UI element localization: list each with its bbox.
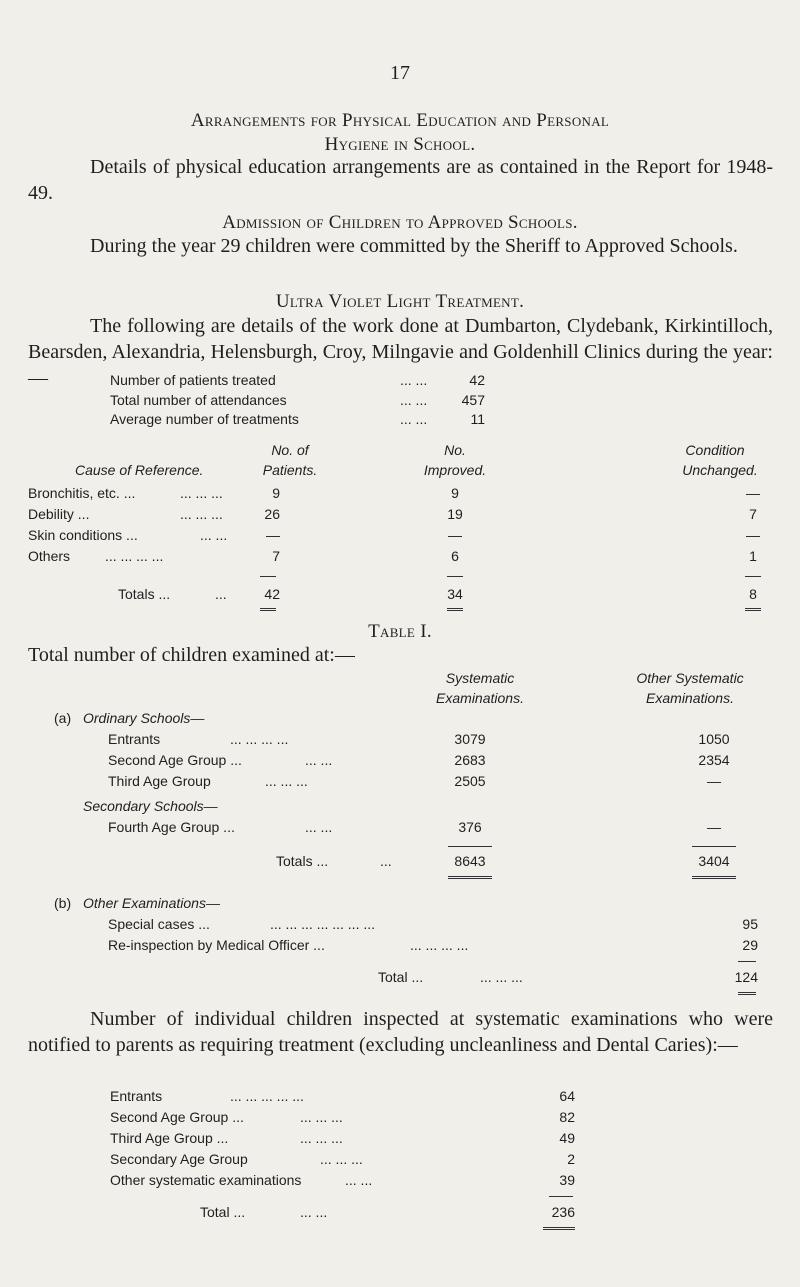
heading-physical-education-cont: Hygiene in School.: [324, 134, 476, 155]
total-double-rule: [692, 876, 736, 877]
row-cause: Bronchitis, etc. ...: [28, 485, 136, 501]
paragraph-ultra-violet: The following are details of the work done at Dumbarton, Clydebank, Kirkintilloch, Bearsden, Alexandria, Helensburgh, Croy, Milngavie and Goldenhill Clinics during the year:—: [28, 315, 773, 389]
section-b-marker: (b): [54, 895, 72, 911]
row-patients: —: [266, 527, 280, 543]
paragraph-physical-education: Details of physical education arrangements are as contained in the Report for 1948-49.: [28, 156, 773, 204]
leader-dots: ... ...: [300, 1204, 328, 1220]
table1-title: Table I.: [368, 621, 432, 642]
row-systematic: 2683: [454, 752, 486, 768]
leader-dots: ... ... ... ...: [105, 548, 164, 564]
row-label: Third Age Group: [108, 773, 211, 789]
row-unchanged: —: [746, 527, 760, 543]
leader-dots: ... ... ... ... ...: [230, 1088, 304, 1104]
row-cause: Skin conditions ...: [28, 527, 138, 543]
sum-rule: [738, 961, 756, 962]
row-systematic: 376: [458, 819, 482, 835]
leader-dots: ... ...: [200, 527, 228, 543]
leader-dots: ... ...: [305, 819, 333, 835]
notified-value: 49: [559, 1130, 575, 1146]
notified-total-value: 236: [551, 1204, 575, 1220]
notified-value: 64: [559, 1088, 575, 1104]
totals-label: Totals ...: [118, 586, 171, 602]
notified-total-label: Total ...: [200, 1204, 246, 1220]
leader-dots: ... ... ...: [180, 485, 223, 501]
leader-dots: ... ...: [305, 752, 333, 768]
header-cause: Cause of Reference.: [75, 462, 204, 478]
section-b-label: Other Examinations—: [83, 895, 220, 911]
row-systematic: 2505: [454, 773, 486, 789]
row-unchanged: 7: [749, 506, 757, 522]
row-label: Special cases ...: [108, 916, 210, 932]
row-patients: 9: [272, 485, 280, 501]
section-a-marker: (a): [54, 710, 72, 726]
totals-unchanged: 8: [749, 586, 757, 602]
row-other: 1050: [698, 731, 730, 747]
row-improved: 19: [447, 506, 463, 522]
row-improved: 9: [451, 485, 459, 501]
total-double-rule: [738, 992, 756, 993]
notified-label: Other systematic examinations: [110, 1172, 302, 1188]
sum-rule: [447, 576, 463, 577]
leader-dots: ... ... ...: [300, 1109, 343, 1125]
summary-label: Total number of attendances: [110, 392, 287, 408]
header-improved-line1: No.: [444, 442, 466, 458]
row-other: 2354: [698, 752, 730, 768]
leader-dots: ... ... ... ...: [230, 731, 289, 747]
leader-dots: ... ...: [345, 1172, 373, 1188]
total-b-label: Total ...: [378, 969, 424, 985]
col-systematic-line1: Systematic: [445, 670, 515, 686]
row-cause: Debility ...: [28, 506, 90, 522]
total-double-rule: [543, 1227, 575, 1228]
row-unchanged: —: [746, 485, 760, 501]
notified-label: Entrants: [110, 1088, 163, 1104]
total-double-rule: [447, 608, 463, 609]
col-other-line2: Examinations.: [646, 690, 734, 706]
heading-physical-education: Arrangements for Physical Education and Personal: [190, 110, 610, 131]
leader-dots: ... ... ...: [180, 506, 223, 522]
header-improved-line2: Improved.: [423, 462, 487, 478]
heading-ultra-violet: Ultra Violet Light Treatment.: [275, 291, 525, 312]
totals-other: 3404: [698, 853, 730, 869]
leader-dots: ...: [215, 586, 227, 602]
row-value: 29: [742, 937, 758, 953]
row-label: Fourth Age Group ...: [108, 819, 235, 835]
header-unchanged-line1: Condition: [685, 442, 745, 458]
leader-dots: ... ... ...: [300, 1130, 343, 1146]
row-label: Re-inspection by Medical Officer ...: [108, 937, 325, 953]
secondary-schools-label: Secondary Schools—: [83, 798, 218, 814]
sum-rule: [448, 846, 492, 847]
leader-dots: ... ...: [400, 372, 428, 388]
leader-dots: ... ... ... ... ... ... ...: [270, 916, 376, 932]
leader-dots: ... ... ... ...: [410, 937, 469, 953]
row-patients: 26: [264, 506, 280, 522]
table1-intro: Total number of children examined at:—: [28, 644, 355, 666]
paragraph-notified: Number of individual children inspected at systematic examinations who were notified to parents as requiring treatment (excluding uncleanliness and Dental Caries):—: [28, 1008, 773, 1056]
notified-label: Secondary Age Group: [110, 1151, 248, 1167]
summary-value: 457: [461, 392, 485, 408]
row-value: 95: [742, 916, 758, 932]
sum-rule: [745, 576, 761, 577]
totals-improved: 34: [447, 586, 463, 602]
summary-label: Average number of treatments: [110, 411, 299, 427]
row-label: Second Age Group ...: [108, 752, 242, 768]
header-patients-line2: Patients.: [262, 462, 318, 478]
sum-rule: [692, 846, 736, 847]
leader-dots: ... ...: [400, 411, 428, 427]
summary-value: 11: [470, 411, 485, 427]
section-a-label: Ordinary Schools—: [83, 710, 205, 726]
notified-label: Second Age Group ...: [110, 1109, 244, 1125]
row-label: Entrants: [108, 731, 161, 747]
total-double-rule: [448, 876, 492, 877]
totals-systematic: 8643: [454, 853, 486, 869]
leader-dots: ... ... ...: [480, 969, 523, 985]
leader-dots: ... ... ...: [265, 773, 308, 789]
totals-label: Totals ...: [276, 853, 329, 869]
sum-rule: [549, 1196, 573, 1197]
leader-dots: ... ...: [400, 392, 428, 408]
row-other: —: [707, 773, 721, 789]
leader-dots: ... ... ...: [320, 1151, 363, 1167]
row-patients: 7: [272, 548, 280, 564]
summary-value: 42: [469, 372, 485, 388]
total-double-rule: [260, 608, 276, 609]
page-number: 17: [390, 62, 410, 84]
notified-value: 2: [567, 1151, 575, 1167]
row-systematic: 3079: [454, 731, 486, 747]
col-other-line1: Other Systematic: [636, 670, 744, 686]
row-improved: 6: [451, 548, 459, 564]
row-other: —: [707, 819, 721, 835]
total-double-rule: [745, 608, 761, 609]
leader-dots: ...: [380, 853, 392, 869]
col-systematic-line2: Examinations.: [436, 690, 524, 706]
sum-rule: [260, 576, 276, 577]
total-b-value: 124: [734, 969, 758, 985]
notified-label: Third Age Group ...: [110, 1130, 229, 1146]
row-cause: Others: [28, 548, 71, 564]
header-patients-line1: No. of: [271, 442, 309, 458]
heading-approved-schools: Admission of Children to Approved Schools.: [222, 212, 578, 233]
summary-label: Number of patients treated: [110, 372, 276, 388]
notified-value: 39: [559, 1172, 575, 1188]
row-improved: —: [448, 527, 462, 543]
totals-patients: 42: [264, 586, 280, 602]
paragraph-approved-schools: During the year 29 children were committed by the Sheriff to Approved Schools.: [90, 235, 738, 257]
notified-value: 82: [559, 1109, 575, 1125]
header-unchanged-line2: Unchanged.: [682, 462, 758, 478]
row-unchanged: 1: [749, 548, 757, 564]
